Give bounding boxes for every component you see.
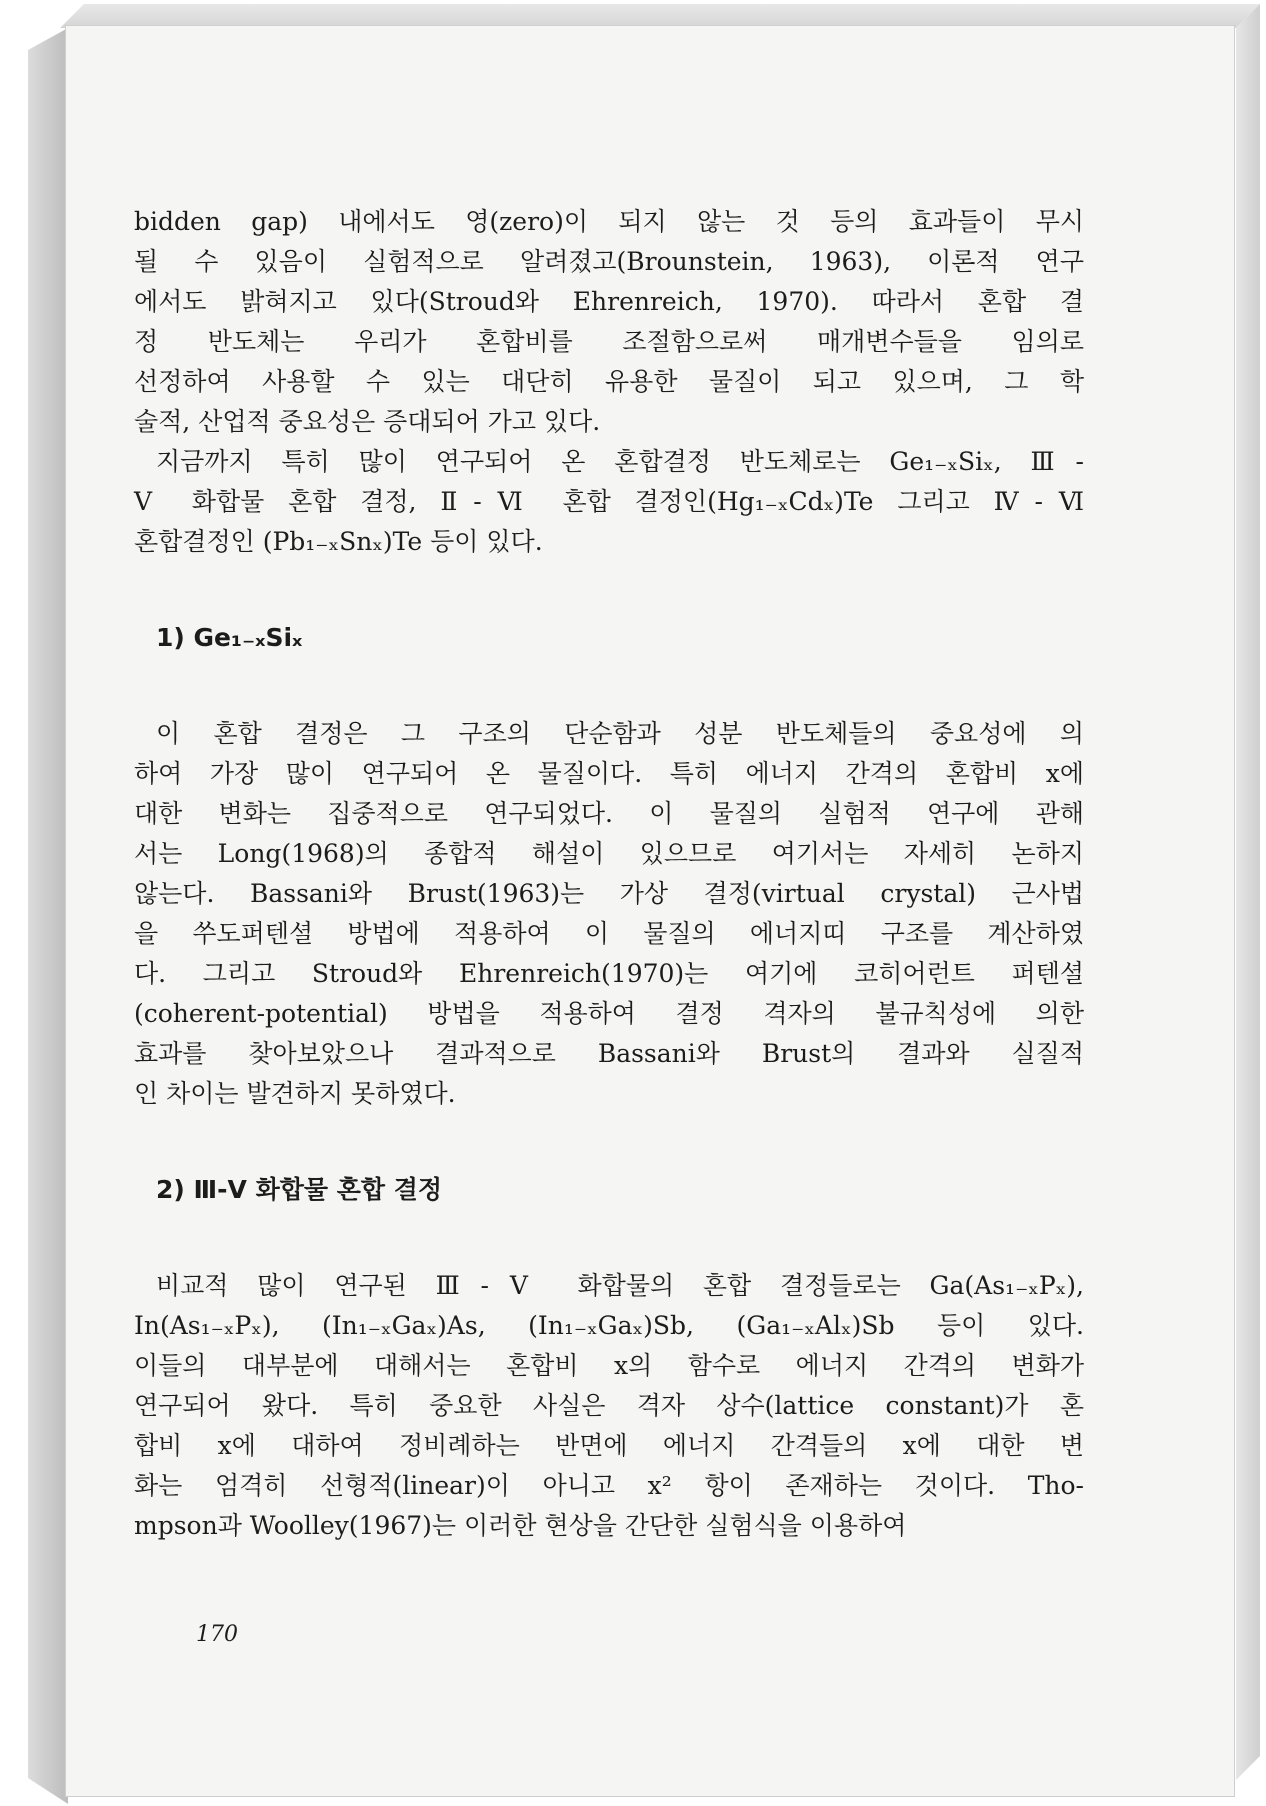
text-line: Ⅴ 화합물 혼합 결정, Ⅱ-Ⅵ 혼합 결정인(Hg₁₋ₓCdₓ)Te 그리고 Ⅳ-Ⅵ [134, 487, 1084, 516]
text-line: 효과를 찾아보았으나 결과적으로 Bassani와 Brust의 결과와 실질적 [134, 1039, 1084, 1068]
paragraph-1 [134, 202, 1084, 442]
text-line: In(As₁₋ₓPₓ), (In₁₋ₓGaₓ)As, (In₁₋ₓGaₓ)Sb, (Ga₁₋ₓAlₓ)Sb 등이 있다. [134, 1311, 1084, 1340]
section-heading: 2) Ⅲ-Ⅴ 화합물 혼합 결정 [156, 1175, 443, 1204]
text-line: 않는다. Bassani와 Brust(1963)는 가상 결정(virtual crystal) 근사법 [134, 879, 1084, 908]
text-line: 혼합결정인 (Pb₁₋ₓSnₓ)Te 등이 있다. [134, 527, 543, 556]
paragraph-4 [134, 1266, 1084, 1546]
text-line: 술적, 산업적 중요성은 증대되어 가고 있다. [134, 407, 601, 436]
text-line: 선정하여 사용할 수 있는 대단히 유용한 물질이 되고 있으며, 그 학 [134, 367, 1084, 396]
text-line: 에서도 밝혀지고 있다(Stroud와 Ehrenreich, 1970). 따라서 혼합 결 [134, 287, 1084, 316]
text-line: 지금까지 특히 많이 연구되어 온 혼합결정 반도체로는 Ge₁₋ₓSiₓ, Ⅲ- [156, 447, 1084, 476]
text-line: 다. 그리고 Stroud와 Ehrenreich(1970)는 여기에 코히어런트 퍼텐셜 [134, 959, 1084, 988]
text-line: mpson과 Woolley(1967)는 이러한 현상을 간단한 실험식을 이용하여 [134, 1511, 907, 1540]
section-heading: 1) Ge₁₋ₓSiₓ [156, 623, 303, 652]
page-number: 170 [196, 1622, 238, 1647]
text-line: 합비 x에 대하여 정비례하는 반면에 에너지 간격들의 x에 대한 변 [134, 1431, 1084, 1460]
text-line: 인 차이는 발견하지 못하였다. [134, 1079, 456, 1108]
text-line: bidden gap) 내에서도 영(zero)이 되지 않는 것 등의 효과들이 무시 [134, 207, 1084, 236]
paragraph-2 [134, 442, 1084, 562]
text-line: 을 쑤도퍼텐셜 방법에 적용하여 이 물질의 에너지띠 구조를 계산하였 [134, 919, 1084, 948]
book-right-edge [1236, 4, 1260, 1780]
text-line: 하여 가장 많이 연구되어 온 물질이다. 특히 에너지 간격의 혼합비 x에 [134, 759, 1084, 788]
text-line: 대한 변화는 집중적으로 연구되었다. 이 물질의 실험적 연구에 관해 [134, 799, 1084, 828]
text-line: 정 반도체는 우리가 혼합비를 조절함으로써 매개변수들을 임의로 [134, 327, 1084, 356]
text-line: 연구되어 왔다. 특히 중요한 사실은 격자 상수(lattice constant)가 혼 [134, 1391, 1084, 1420]
text-line: 이 혼합 결정은 그 구조의 단순함과 성분 반도체들의 중요성에 의 [156, 719, 1084, 748]
text-line: (coherent-potential) 방법을 적용하여 결정 격자의 불규칙성에 의한 [134, 999, 1084, 1028]
text-line: 비교적 많이 연구된 Ⅲ-Ⅴ 화합물의 혼합 결정들로는 Ga(As₁₋ₓPₓ), [156, 1271, 1084, 1300]
book-spine [28, 28, 68, 1804]
paragraph-3 [134, 714, 1084, 1114]
text-line: 될 수 있음이 실험적으로 알려졌고(Brounstein, 1963), 이론적 연구 [134, 247, 1084, 276]
text-line: 서는 Long(1968)의 종합적 해설이 있으므로 여기서는 자세히 논하지 [134, 839, 1084, 868]
text-line: 이들의 대부분에 대해서는 혼합비 x의 함수로 에너지 간격의 변화가 [134, 1351, 1084, 1380]
page-body [134, 202, 1084, 1546]
text-line: 화는 엄격히 선형적(linear)이 아니고 x² 항이 존재하는 것이다. Tho- [134, 1471, 1084, 1500]
